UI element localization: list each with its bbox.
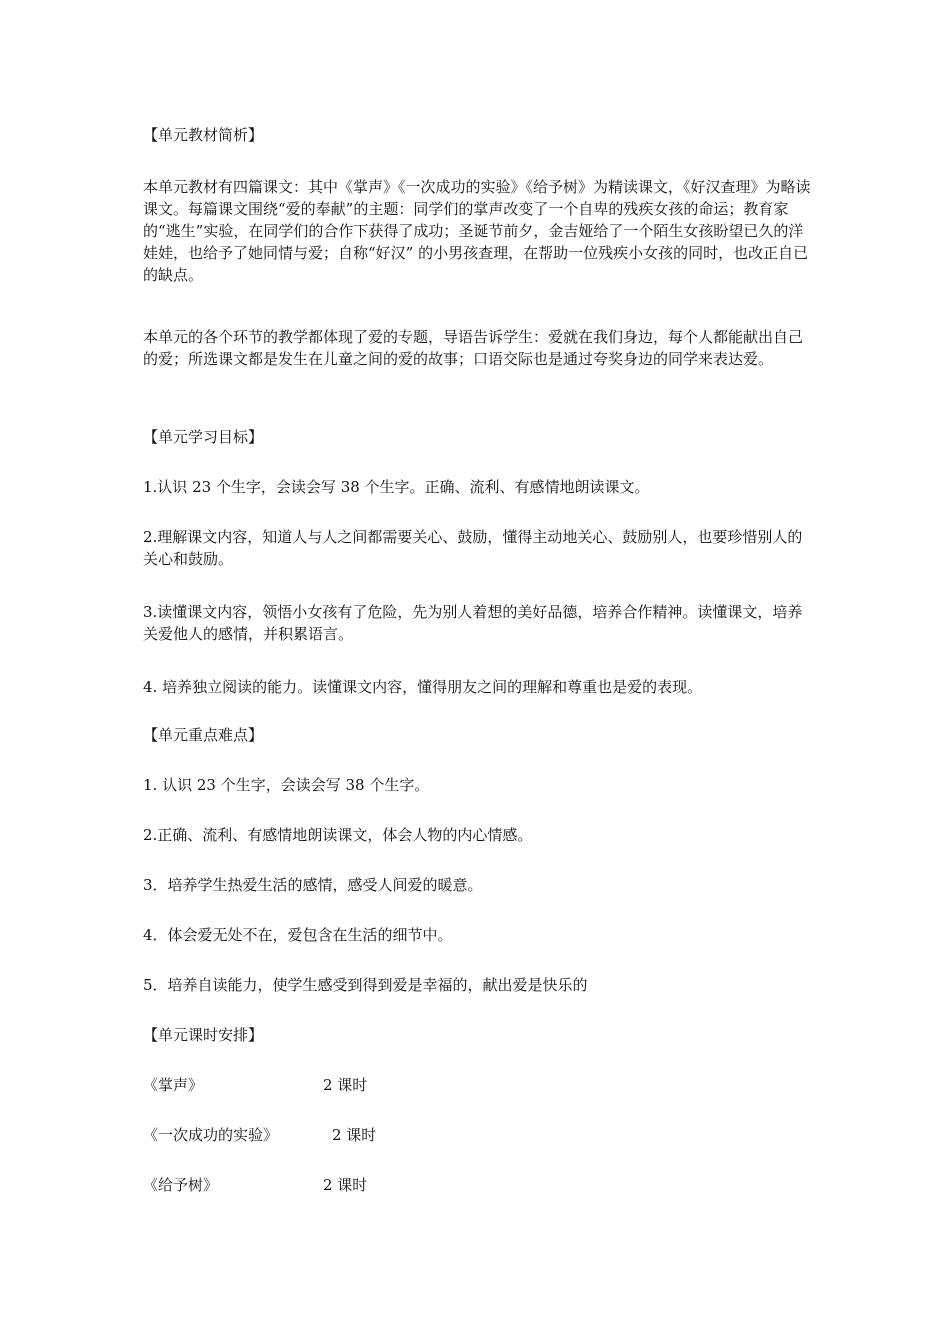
schedule-lesson-title: 《掌声》 <box>143 1076 204 1094</box>
section-heading-key-points: 【单元重点难点】 <box>143 726 264 744</box>
goal-item-4: 4. 培养独立阅读的能力。读懂课文内容，懂得朋友之间的理解和尊重也是爱的表现。 <box>143 678 703 696</box>
schedule-row <box>143 1074 543 1096</box>
goal-item-1: 1.认识 23 个生字，会读会写 38 个生字。正确、流利、有感情地朗读课文。 <box>143 478 650 496</box>
overview-paragraph-1: 本单元教材有四篇课文：其中《掌声》《一次成功的实验》《给予树》为精读课文，《好汉查理》为略读课文。每篇课文围绕“爱的奉献”的主题：同学们的掌声改变了一个自卑的残疾女孩的命运；教育家的“逃生”实验，在同学们的合作下获得了成功；圣诞节前夕，金吉娅给了一个陌生女孩盼望已久的洋娃娃，也给予了她同情与爱；自称“好汉” 的小男孩查理，在帮助一位残疾小女孩的同时，也改正自已的缺点。 <box>143 178 811 284</box>
schedule-lesson-title: 《一次成功的实验》 <box>143 1126 279 1144</box>
section-heading-schedule: 【单元课时安排】 <box>143 1026 264 1044</box>
schedule-row <box>143 1174 543 1196</box>
key-point-item-3: 3．培养学生热爱生活的感情，感受人间爱的暖意。 <box>143 876 483 894</box>
goal-item-2: 2.理解课文内容，知道人与人之间都需要关心、鼓励，懂得主动地关心、鼓励别人，也要珍惜别人的关心和鼓励。 <box>143 528 803 568</box>
goal-item-3: 3.读懂课文内容，领悟小女孩有了危险，先为别人着想的美好品德，培养合作精神。读懂课文，培养关爱他人的感情，并积累语言。 <box>143 603 803 643</box>
section-heading-goals: 【单元学习目标】 <box>143 428 264 446</box>
schedule-lesson-hours: 2 课时 <box>332 1126 377 1144</box>
key-point-item-5: 5．培养自读能力，使学生感受到得到爱是幸福的，献出爱是快乐的 <box>143 976 588 994</box>
key-point-item-2: 2.正确、流利、有感情地朗读课文，体会人物的内心情感。 <box>143 826 533 844</box>
schedule-row <box>143 1124 543 1146</box>
schedule-lesson-hours: 2 课时 <box>323 1176 368 1194</box>
key-point-item-1: 1. 认识 23 个生字，会读会写 38 个生字。 <box>143 776 430 794</box>
schedule-lesson-hours: 2 课时 <box>323 1076 368 1094</box>
schedule-lesson-title: 《给予树》 <box>143 1176 219 1194</box>
section-heading-overview: 【单元教材简析】 <box>143 126 264 144</box>
key-point-item-4: 4．体会爱无处不在，爱包含在生活的细节中。 <box>143 926 453 944</box>
overview-paragraph-2: 本单元的各个环节的教学都体现了爱的专题，导语告诉学生：爱就在我们身边，每个人都能献出自己的爱；所选课文都是发生在儿童之间的爱的故事；口语交际也是通过夸奖身边的同学来表达爱。 <box>143 328 804 368</box>
